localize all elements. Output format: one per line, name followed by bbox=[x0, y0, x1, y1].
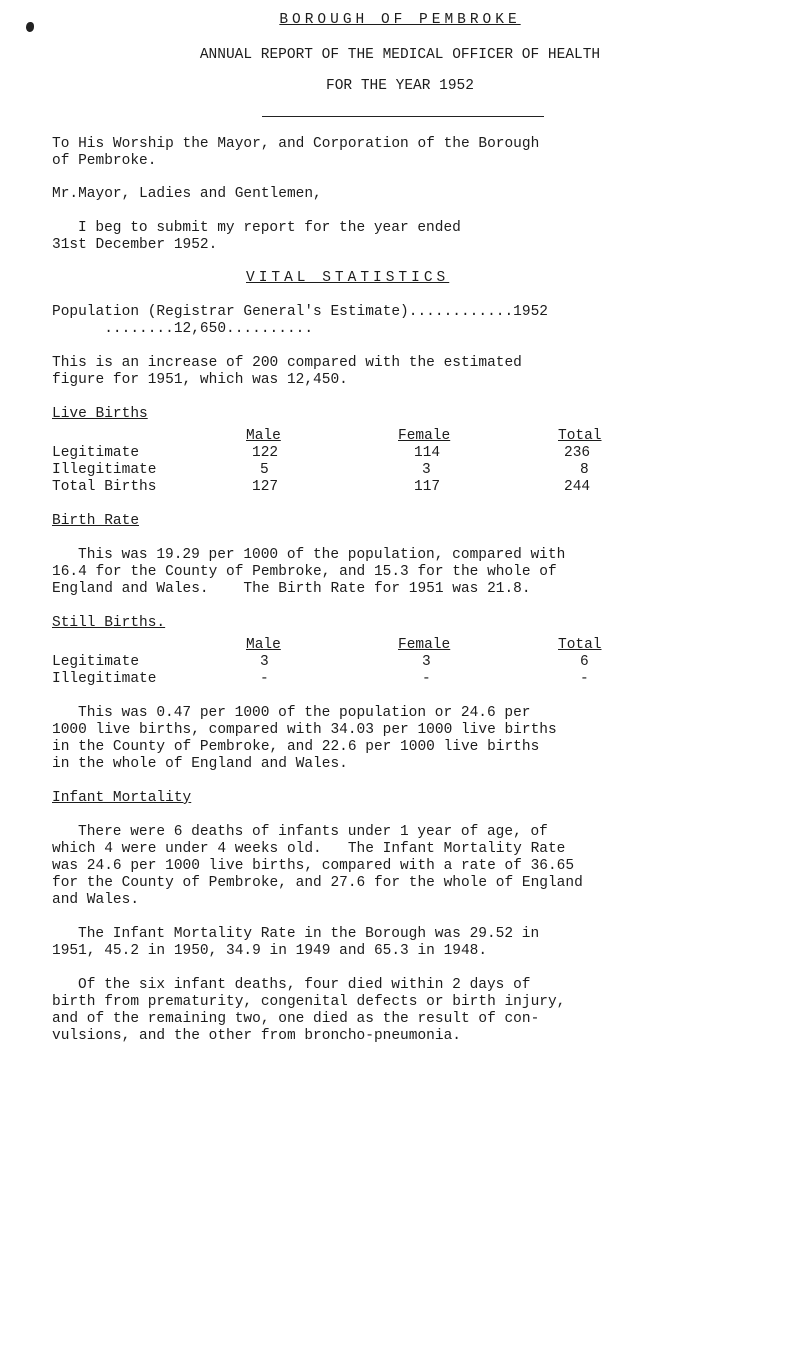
increase-line-1: This is an increase of 200 compared with the estimated bbox=[52, 355, 522, 371]
live-births-col-male: Male bbox=[246, 428, 281, 444]
still-births-line-2: 1000 live births, compared with 34.03 per 1000 live births bbox=[52, 722, 557, 738]
infant-mortality-p1-line-1: There were 6 deaths of infants under 1 year of age, of bbox=[78, 824, 548, 840]
increase-line-2: figure for 1951, which was 12,450. bbox=[52, 372, 348, 388]
still-births-col-male: Male bbox=[246, 637, 281, 653]
table-cell: 114 bbox=[414, 445, 441, 461]
birth-rate-line-1: This was 19.29 per 1000 of the population, compared with bbox=[78, 547, 566, 563]
infant-mortality-p3-line-3: and of the remaining two, one died as the result of con- bbox=[52, 1011, 540, 1027]
section-title-vital-statistics: VITAL STATISTICS bbox=[246, 270, 450, 286]
table-row-label: Illegitimate bbox=[52, 671, 157, 687]
infant-mortality-p1-line-5: and Wales. bbox=[52, 892, 140, 908]
address-line-2: of Pembroke. bbox=[52, 153, 157, 169]
live-births-heading: Live Births bbox=[52, 406, 148, 422]
table-cell: 6 bbox=[580, 654, 589, 670]
intro-line-1: I beg to submit my report for the year ended bbox=[78, 220, 461, 236]
still-births-col-female: Female bbox=[398, 637, 451, 653]
still-births-line-3: in the County of Pembroke, and 22.6 per 1000 live births bbox=[52, 739, 540, 755]
table-row-label: Legitimate bbox=[52, 654, 140, 670]
table-cell: - bbox=[260, 671, 269, 687]
table-cell: - bbox=[580, 671, 589, 687]
still-births-heading: Still Births. bbox=[52, 615, 166, 631]
infant-mortality-p1-line-3: was 24.6 per 1000 live births, compared with a rate of 36.65 bbox=[52, 858, 575, 874]
table-row-label: Illegitimate bbox=[52, 462, 157, 478]
table-cell: 236 bbox=[564, 445, 591, 461]
birth-rate-line-2: 16.4 for the County of Pembroke, and 15.3 for the whole of bbox=[52, 564, 557, 580]
salutation: Mr.Mayor, Ladies and Gentlemen, bbox=[52, 186, 322, 202]
table-cell: 117 bbox=[414, 479, 441, 495]
table-cell: 8 bbox=[580, 462, 589, 478]
infant-mortality-p1-line-4: for the County of Pembroke, and 27.6 for the whole of England bbox=[52, 875, 583, 891]
table-cell: 127 bbox=[252, 479, 279, 495]
population-line-2: ........12,650.......... bbox=[52, 321, 314, 337]
header-rule bbox=[262, 116, 544, 117]
still-births-line-1: This was 0.47 per 1000 of the population or 24.6 per bbox=[78, 705, 531, 721]
infant-mortality-p1-line-2: which 4 were under 4 weeks old. The Infant Mortality Rate bbox=[52, 841, 566, 857]
birth-rate-line-3: England and Wales. The Birth Rate for 1951 was 21.8. bbox=[52, 581, 531, 597]
infant-mortality-p2-line-1: The Infant Mortality Rate in the Borough was 29.52 in bbox=[78, 926, 540, 942]
borough-title: BOROUGH OF PEMBROKE bbox=[279, 12, 521, 28]
table-row-label: Total Births bbox=[52, 479, 157, 495]
table-cell: 3 bbox=[260, 654, 269, 670]
table-cell: 3 bbox=[422, 462, 431, 478]
live-births-col-female: Female bbox=[398, 428, 451, 444]
table-cell: 244 bbox=[564, 479, 591, 495]
table-cell: 5 bbox=[260, 462, 269, 478]
infant-mortality-p3-line-2: birth from prematurity, congenital defects or birth injury, bbox=[52, 994, 566, 1010]
birth-rate-heading: Birth Rate bbox=[52, 513, 140, 529]
table-cell: 122 bbox=[252, 445, 279, 461]
table-row-label: Legitimate bbox=[52, 445, 140, 461]
still-births-line-4: in the whole of England and Wales. bbox=[52, 756, 348, 772]
infant-mortality-heading: Infant Mortality bbox=[52, 790, 192, 806]
report-title: ANNUAL REPORT OF THE MEDICAL OFFICER OF HEALTH bbox=[199, 47, 601, 63]
live-births-col-total: Total bbox=[558, 428, 602, 444]
population-line-1: Population (Registrar General's Estimate)............1952 bbox=[52, 304, 548, 320]
report-year: FOR THE YEAR 1952 bbox=[326, 78, 474, 94]
infant-mortality-p3-line-1: Of the six infant deaths, four died within 2 days of bbox=[78, 977, 531, 993]
still-births-col-total: Total bbox=[558, 637, 602, 653]
address-line-1: To His Worship the Mayor, and Corporation of the Borough bbox=[52, 136, 540, 152]
table-cell: - bbox=[422, 671, 431, 687]
table-cell: 3 bbox=[422, 654, 431, 670]
intro-line-2: 31st December 1952. bbox=[52, 237, 218, 253]
infant-mortality-p3-line-4: vulsions, and the other from broncho-pneumonia. bbox=[52, 1028, 461, 1044]
infant-mortality-p2-line-2: 1951, 45.2 in 1950, 34.9 in 1949 and 65.3 in 1948. bbox=[52, 943, 488, 959]
